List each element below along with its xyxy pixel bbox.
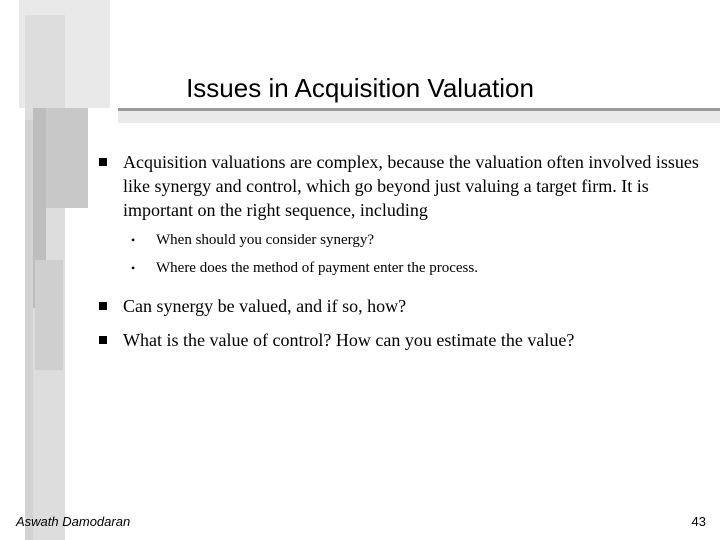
slide-body xyxy=(95,150,705,352)
slide-title: Issues in Acquisition Valuation xyxy=(186,73,534,103)
page-number: 43 xyxy=(691,514,706,529)
decorative-block xyxy=(46,108,88,208)
square-bullet-icon xyxy=(99,336,107,344)
decorative-block xyxy=(35,260,63,370)
bullet-item xyxy=(95,150,705,222)
footer-author: Aswath Damodaran xyxy=(16,514,131,529)
bullet-text: What is the value of control? How can you estimate the value? xyxy=(123,330,575,350)
square-bullet-icon xyxy=(99,158,107,166)
bullet-text: Acquisition valuations are complex, because the valuation often involved issues like synergy and control, which go beyond just valuing a target firm. It is important on the right sequence, including xyxy=(123,152,699,220)
title-divider-shadow xyxy=(118,111,720,123)
sub-bullet-item xyxy=(95,258,705,278)
square-bullet-icon xyxy=(99,302,107,310)
bullet-text: Can synergy be valued, and if so, how? xyxy=(123,296,407,316)
decorative-block xyxy=(25,120,33,540)
sub-bullet-item xyxy=(95,230,705,250)
dot-bullet-icon: • xyxy=(131,261,136,275)
bullet-item xyxy=(95,294,705,318)
sub-bullet-text: When should you consider synergy? xyxy=(156,232,375,248)
dot-bullet-icon: • xyxy=(131,233,136,247)
sub-bullet-text: Where does the method of payment enter the process. xyxy=(156,260,478,276)
bullet-item xyxy=(95,328,705,352)
